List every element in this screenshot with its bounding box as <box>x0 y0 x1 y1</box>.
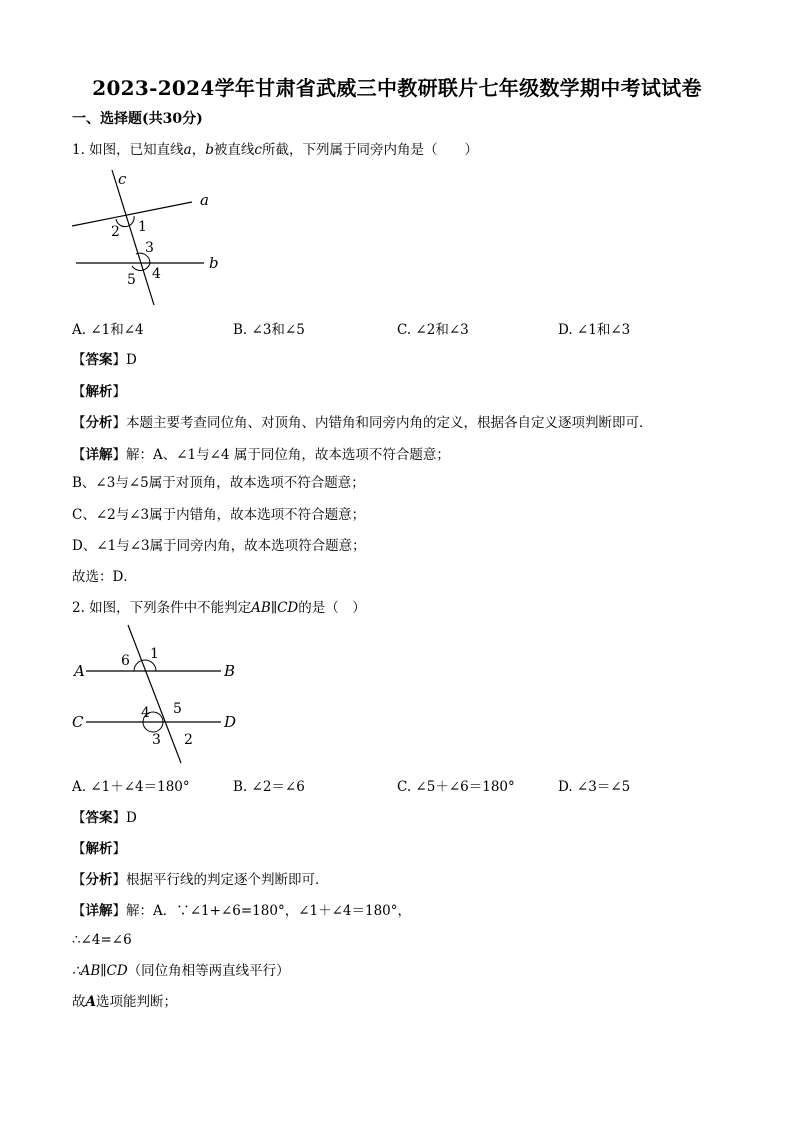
q2-option-d: D. ∠3＝∠5 <box>558 779 631 795</box>
angle-label-2: 2 <box>184 732 193 748</box>
q1-option-d: D. ∠1和∠3 <box>558 322 631 338</box>
angle-label-5: 5 <box>173 701 182 717</box>
label-A: A <box>74 662 85 680</box>
angle-label-4: 4 <box>141 705 150 721</box>
q1-option-a: A. ∠1和∠4 <box>72 322 144 338</box>
angle-label-6: 6 <box>121 653 130 669</box>
q1-detail-line: C、∠2与∠3属于内错角，故本选项不符合题意； <box>72 507 366 523</box>
q1-option-b: B. ∠3和∠5 <box>233 322 305 338</box>
label-B: B <box>224 662 236 680</box>
angle-label-2: 2 <box>111 224 120 240</box>
q2-figure <box>66 620 246 770</box>
q2-answer: 【答案】D <box>72 810 137 826</box>
q2-option-a: A. ∠1＋∠4＝180° <box>72 779 190 795</box>
q1-detail-line: 【详解】解：A、∠1与∠4 属于同位角，故本选项不符合题意； <box>72 447 450 463</box>
angle-label-1: 1 <box>150 646 159 662</box>
angle-label-5: 5 <box>127 272 136 288</box>
angle-label-1: 1 <box>138 219 147 235</box>
q2-detail-line: 故A选项能判断； <box>72 994 177 1010</box>
q1-option-c: C. ∠2和∠3 <box>397 322 469 338</box>
q2-fenxi: 【分析】根据平行线的判定逐个判断即可． <box>72 872 329 888</box>
q2-analysis-heading: 【解析】 <box>72 841 126 857</box>
angle-label-4: 4 <box>152 266 161 282</box>
q1-fenxi: 【分析】本题主要考查同位角、对顶角、内错角和同旁内角的定义，根据各自定义逐项判断即可． <box>72 415 653 431</box>
q1-figure <box>66 165 236 310</box>
q2-stem: 2. 如图，下列条件中不能判定AB∥CD的是（ ） <box>72 600 366 616</box>
q2-detail-line: ∴AB∥CD（同位角相等两直线平行） <box>72 963 290 979</box>
q2-option-c: C. ∠5＋∠6＝180° <box>397 779 515 795</box>
label-D: D <box>224 713 237 731</box>
line-a <box>72 202 192 226</box>
q2-detail-line: ∴∠4=∠6 <box>72 932 132 948</box>
section-heading: 一、选择题(共30分) <box>72 111 203 127</box>
q1-detail-line: B、∠3与∠5属于对顶角，故本选项不符合题意； <box>72 475 365 491</box>
q1-detail-line: D、∠1与∠3属于同旁内角，故本选项符合题意； <box>72 538 366 554</box>
q1-answer: 【答案】D <box>72 352 137 368</box>
label-a: a <box>200 191 209 209</box>
q1-detail-line: 故选：D． <box>72 569 137 585</box>
label-C: C <box>72 713 84 731</box>
q1-analysis-heading: 【解析】 <box>72 384 126 400</box>
q1-stem: 1. 如图，已知直线a，b被直线c所截，下列属于同旁内角是（ ） <box>72 142 478 158</box>
page-title: 2023-2024学年甘肃省武威三中教研联片七年级数学期中考试试卷 <box>92 76 702 100</box>
q2-option-b: B. ∠2＝∠6 <box>233 779 305 795</box>
angle-label-3: 3 <box>145 240 154 256</box>
q2-detail-line: 【详解】解：A．∵∠1+∠6=180°，∠1＋∠4＝180°， <box>72 903 412 919</box>
label-c: c <box>118 170 127 188</box>
label-b: b <box>209 254 219 272</box>
angle-label-3: 3 <box>152 732 161 748</box>
